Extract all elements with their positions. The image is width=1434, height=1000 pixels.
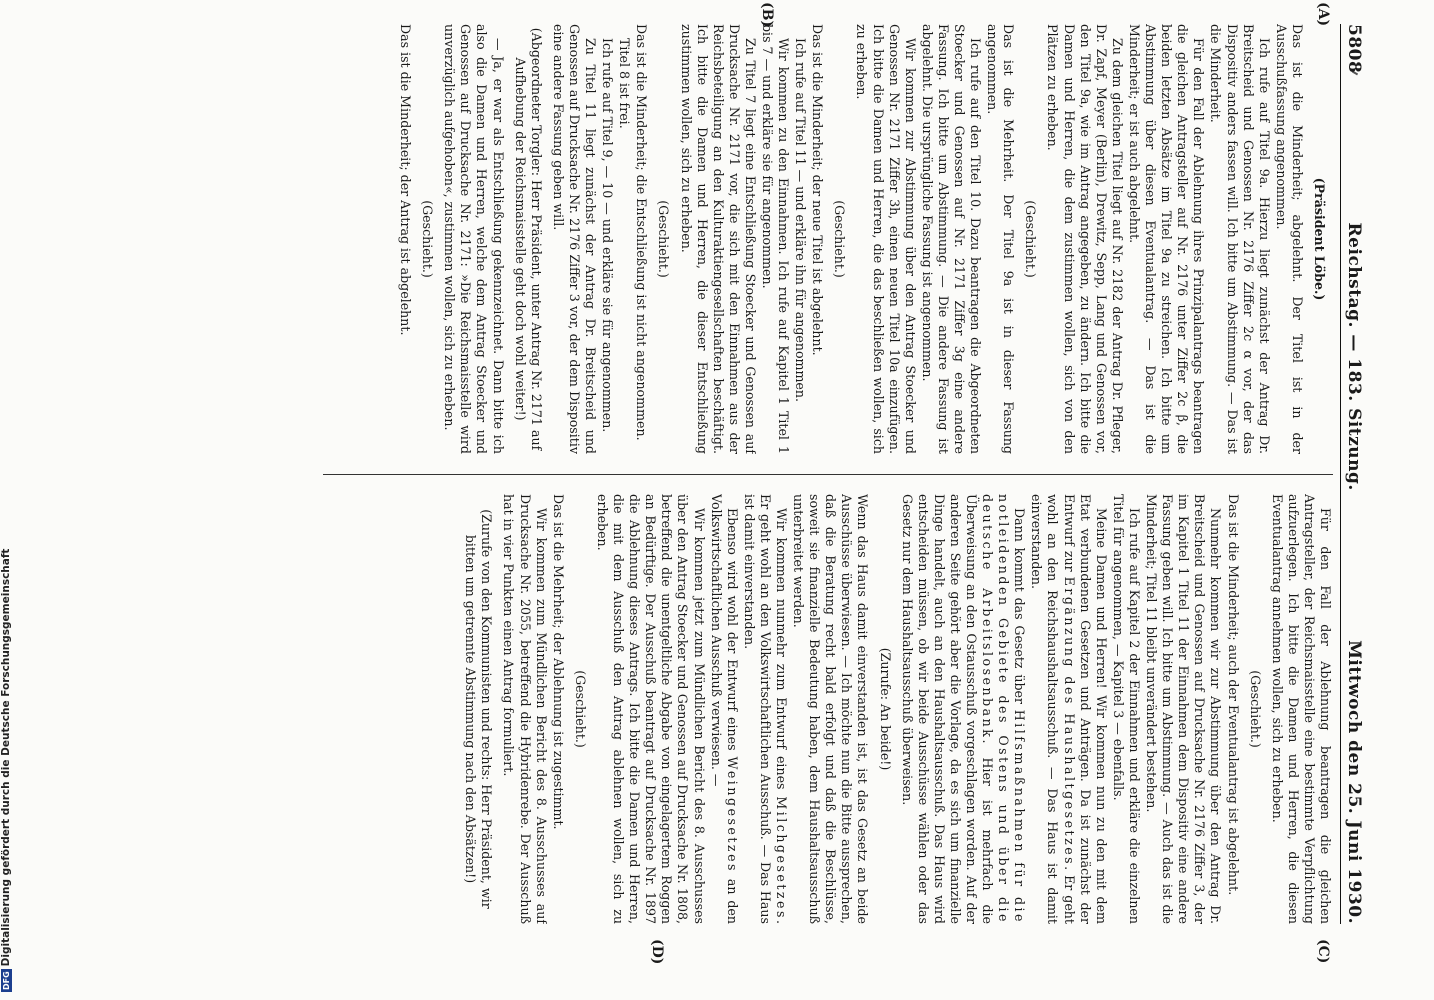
page-header (1340, 24, 1367, 924)
speaker-label: (Präsident Löbe.) (1312, 177, 1327, 301)
stage-direction: (Geschieht.) (656, 200, 672, 278)
paragraph: Ich rufe auf den Titel 10. Dazu beantragen die Abgeordneten Stoecker und Genossen auf Nr. 2171 Ziffer 3g eine andere Fassung. Ich bitte um Abstimmung. — Die andere Fassung ist abgelehnt. Die ursprüngliche Fassung ist angenommen. (919, 24, 984, 454)
text-run: . Hier ist mehrfach die Überweisung an den Ostausschuß vorgeschlagen worden. Auf der anderen Seite gehört aber die Vorlage, da es sich um finanzielle Dinge handelt, auch an den Haushaltsausschuß. Das Haus wird entscheiden müssen, ob wir beide Ausschüsse wählen oder das Gesetz nur dem Haushaltsausschuß überweisen. (899, 494, 996, 924)
paragraph: Zu dem gleichen Titel liegt auf Nr. 2182 der Antrag Dr. Pfleger, Dr. Zapf, Meyer (Berlin), Drewitz, Sepp, Lang und Genossen vor, den Titel 9a, wie im Antrag angegeben, zu ändern. Ich bitte die Damen und Herren, die dem zustimmen wollen, sich von den Plätzen zu erheben. (1045, 24, 1125, 454)
paragraph: Zu Titel 11 liegt zunächst der Antrag Dr. Breitscheid und Genossen auf Drucksache Nr. 2176 Ziffer 3 vor, der dem Dispositiv eine andere Fassung geben will. (550, 24, 599, 454)
paragraph: Titel 8 ist frei. (617, 38, 633, 129)
margin-marker-b: (B) (759, 2, 775, 28)
page-number: 5808 (1344, 24, 1364, 74)
text-run: an den Volkswirtschaftlichen Ausschuß verwiesen. — (708, 494, 740, 924)
text-run: Wir kommen nunmehr zum Entwurf eines (774, 508, 789, 797)
paragraph: Das ist die Minderheit; auch der Eventualantrag ist abgelehnt. (1225, 494, 1241, 896)
margin-marker-d: (D) (649, 939, 665, 965)
digitization-credit (0, 549, 12, 1000)
text-run: . Er geht wohl an den Reichshaushaltsausschuß. — Das Haus ist damit einverstanden. (1029, 494, 1077, 924)
paragraph (1028, 494, 1108, 924)
paragraph (899, 494, 1028, 924)
paragraph: Für den Fall der Ablehnung beantragen die gleichen Antragsteller, der Reichsmaisstelle eine bestimmte Verpflichtung aufzuerlegen. Ich bitte die Damen und Herren, die diesen Eventualantrag annehmen wollen, sich zu erheben. (1269, 494, 1333, 924)
paragraph: Wir kommen zum Mündlichen Bericht des 8. Ausschusses auf Drucksache Nr. 2055, betreffend die Hybridenrebe. Der Ausschuß hat in vier Punkten einen Antrag formuliert. (501, 494, 549, 924)
margin-marker-a: (A) (1315, 2, 1331, 27)
paragraph: — Ja, er war als Entschließung gekennzeichnet. Dann bitte ich also die Damen und Herren, welche dem Antrag Stoecker und Genossen auf Drucksache Nr. 2171: »Die Reichsmaisstelle wird unverzüglich aufgehoben«, zustimmen wollen, sich zu erheben. (442, 24, 506, 454)
paragraph: Für den Fall der Ablehnung ihres Prinzipalantrags beantragen die gleichen Antragsteller auf Nr. 2176 unter Ziffer 2c β, die beiden letzten Absätze im Titel 9a zu streichen. Ich bitte um Abstimmung über diesen Eventualantrag. — Das ist die Minderheit; er ist auch abgelehnt. (1126, 24, 1207, 454)
left-column (213, 24, 1333, 454)
paragraph (708, 494, 740, 924)
paragraph: Das ist die Minderheit; der Antrag ist abgelehnt. (398, 24, 414, 336)
paragraph: Das ist die Minderheit; abgelehnt. Der Titel ist in der Ausschußfassung angenommen. (1273, 24, 1305, 454)
interjection: (Zurufe: An beide!) (877, 647, 893, 771)
paragraph: Wir kommen jetzt zum Mündlichen Bericht des 8. Ausschusses über den Antrag Stoecker und Genossen auf Drucksache Nr. 1808, betreffend die unentgeltliche Abgabe von eingelagertem Roggen an Bedürftige. Der Ausschuß beantragt auf Drucksache Nr. 1897 die Ablehnung dieses Antrags. Ich bitte die Damen und Herren, die mit dem Ausschuß den Antrag ablehnen wollen, sich zu erheben. (594, 494, 707, 924)
paragraph: Wir kommen zur Abstimmung über den Antrag Stoecker und Genossen Nr. 2171 Ziffer 3h, einen neuen Titel 10a einzufügen. Ich bitte die Damen und Herren, die das beschließen wollen, sich zu erheben. (854, 24, 918, 454)
spaced-emphasis: Hilfsmaßnahmen für die notleidenden Gebiete des Ostens und über die deutsche Arbeitslosenbank (980, 494, 1028, 924)
rotated-document-page (37, 2, 1367, 965)
paragraph: Wenn das Haus damit einverstanden ist, ist das Gesetz an beide Ausschüsse überwiesen. — Ich möchte nun die Bitte aussprechen, daß die Beratung recht bald erfolgt und daß die Beschlüsse, soweit sie finanzielle Bedeutung haben, dem Haushaltsausschuß unterbreitet werden. (791, 494, 871, 924)
digitization-note: Digitalisierung gefördert durch die Deutsche Forschungsgemeinschaft (0, 548, 12, 967)
paragraph: Das ist die Mehrheit; der Ablehnung ist zugestimmt. (550, 494, 566, 830)
session-date: Mittwoch den 25. Juni 1930. (1344, 640, 1364, 924)
right-column (213, 494, 1333, 924)
margin-marker-c: (C) (1315, 939, 1331, 964)
interjection: (Zurufe von den Kommunisten und rechts: Herr Präsident, wir bitten um getrennte Abstimmung nach den Absätzen!) (463, 509, 495, 909)
stage-direction: (Geschieht.) (572, 670, 588, 748)
paragraph: Zu Titel 7 liegt eine Entschließung Stoecker und Genossen auf Drucksache Nr. 2171 vor, die sich mit den Einnahmen aus der Reichsbeteiligung an den Kulturaktiengesellschaften beschäftigt. Ich bitte die Damen und Herren, die dieser Entschließung zustimmen wollen, sich zu erheben. (678, 24, 758, 454)
paragraph: Ich rufe auf Titel 9a. Hierzu liegt zunächst der Antrag Dr. Breitscheid und Genossen Nr. 2176 Ziffer 2c α vor, der das Dispositiv anders fassen will. Ich bitte um Abstimmung. — Das ist die Minderheit. (1208, 24, 1272, 454)
spaced-emphasis: Weingesetzes (724, 756, 740, 873)
text-run: Dann kommt das Gesetz über (1012, 508, 1028, 710)
page-title: Reichstag. — 183. Sitzung. (1344, 222, 1364, 491)
paragraph: Das ist die Minderheit; der neue Titel ist abgelehnt. (810, 24, 826, 356)
dfg-logo: DFG (2, 971, 11, 990)
spaced-emphasis: Milchgesetzes (774, 796, 789, 920)
stage-direction: (Geschieht.) (832, 200, 848, 278)
text-run: Meine Damen und Herren! Wir kommen nun zu den mit dem Etat verbundenen Gesetzen und Anträgen. Da ist zunächst der Entwurf zur (1061, 494, 1109, 924)
spaced-emphasis: Ergänzung des Haushaltgesetzes (1061, 576, 1077, 867)
paragraph: Nunmehr kommen wir zur Abstimmung über den Antrag Dr. Breitscheid und Genossen auf Drucksache Nr. 2176 Ziffer 3, der im Kapitel 1 Titel 11 der Einnahmen dem Dispositiv eine andere Fassung geben will. Ich bitte um Abstimmung. — Auch das ist die Minderheit; Titel 11 bleibt unverändert bestehen. (1144, 494, 1224, 924)
paragraph (741, 494, 789, 924)
paragraph: Das ist die Minderheit; die Entschließung ist nicht angenommen. (634, 24, 650, 441)
paragraph: Ich rufe auf Titel 9, — 10 — und erkläre sie für angenommen. (600, 38, 616, 433)
paragraph: Wir kommen zu den Einnahmen. Ich rufe auf Kapitel 1 Titel 1 bis 7 — und erkläre sie für angenommen. (760, 24, 792, 454)
stage-direction: (Geschieht.) (1023, 200, 1039, 278)
text-run: . Er geht wohl an den Volkswirtschaftlichen Ausschuß. — Das Haus ist damit einverstanden. (741, 494, 789, 924)
paragraph: Das ist die Mehrheit. Der Titel 9a ist in dieser Fassung angenommen. (985, 24, 1017, 454)
paragraph: Ich rufe auf Kapitel 2 der Einnahmen und erkläre die einzelnen Titel für angenommen, — Kapitel 3 — ebenfalls. (1110, 494, 1142, 924)
stage-direction: (Geschieht.) (420, 200, 436, 278)
column-divider (323, 474, 1333, 475)
stage-direction: (Geschieht.) (1247, 670, 1263, 748)
paragraph: Ich rufe auf Titel 11 — und erkläre ihn für angenommen. (793, 38, 809, 403)
interjection: (Abgeordneter Torgler: Herr Präsident, unter Antrag Nr. 2171 auf Aufhebung der Reichsmaisstelle geht doch wohl weiter!) (512, 27, 544, 451)
text-run: Ebenso wird wohl der Entwurf eines (724, 508, 740, 757)
